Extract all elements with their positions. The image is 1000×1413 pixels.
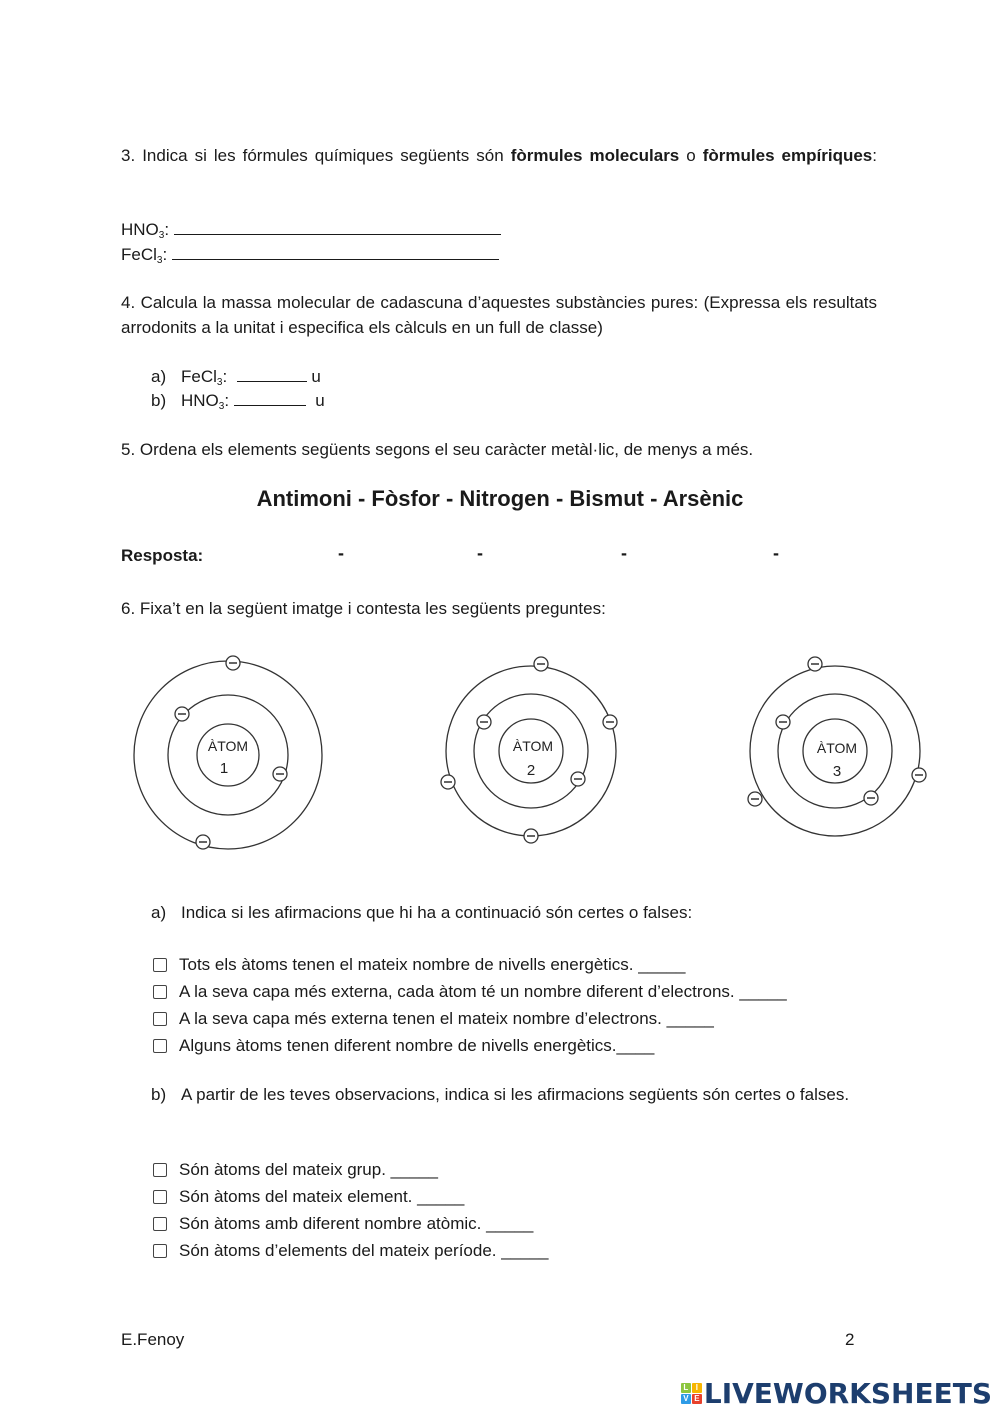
electron-icon [273,767,287,781]
checkbox[interactable] [153,1244,167,1258]
formula: FeCl [121,245,157,264]
formula: FeCl [181,367,217,386]
q4-item-b [151,388,325,413]
statement-a-2 [153,978,787,1005]
unit: u [315,391,325,410]
nucleus-label: ÀTOM [207,738,249,754]
electron-icon [441,775,455,789]
subscript: 3 [158,230,165,241]
statement-text: A la seva capa més externa tenen el mateix nombre d’electrons. _____ [179,1009,714,1028]
statement-text: Són àtoms d’elements del mateix període. _____ [179,1241,549,1260]
outer-orbit [134,661,322,849]
question-6-prompt: 6. Fixa’t en la següent imatge i contesta les següents preguntes: [121,599,606,618]
checkbox[interactable] [153,1163,167,1177]
tile: I [692,1383,702,1393]
statement-text: Són àtoms del mateix element. _____ [179,1187,465,1206]
formula: HNO [181,391,219,410]
formula: HNO [121,220,159,239]
electron-icon [196,835,210,849]
tile: V [681,1394,691,1404]
statement-text: Tots els àtoms tenen el mateix nombre de nivells energètics. _____ [179,955,686,974]
nucleus-label: ÀTOM [816,740,858,756]
colon: : [224,391,230,410]
checkbox[interactable] [153,985,167,999]
checkbox[interactable] [153,1190,167,1204]
electron-icon [175,707,189,721]
statement-text: A la seva capa més externa, cada àtom té un nombre diferent d’electrons. _____ [179,982,787,1001]
electron-icon [571,772,585,786]
checkbox[interactable] [153,1039,167,1053]
colon: : [222,367,228,386]
atom-number: 2 [526,762,536,779]
electron-icon [226,656,240,670]
atom-1-diagram [130,655,330,855]
colon: : [164,220,170,239]
logo-text: LIVEWORKSHEETS [703,1377,992,1410]
electron-icon [748,792,762,806]
subscript: 3 [218,401,225,412]
statement-b-4 [153,1237,549,1264]
answer-blank-hno3[interactable] [174,218,501,235]
footer-author: E.Fenoy [121,1330,185,1349]
answer-separator-3: - [621,543,627,563]
q3-item-hno3 [121,217,501,242]
answer-separator-4: - [773,543,779,563]
q3-colon: : [872,146,877,165]
question-3-prompt [121,143,877,168]
atom-number: 3 [832,763,842,780]
page-number: 2 [845,1330,855,1349]
q3-item-fecl3 [121,242,499,267]
electron-icon [534,657,548,671]
statement-text: Alguns àtoms tenen diferent nombre de nivells energètics.____ [179,1036,655,1055]
checkbox[interactable] [153,1012,167,1026]
checkbox[interactable] [153,1217,167,1231]
part-b-prompt [151,1082,878,1107]
tile: L [681,1383,691,1393]
q4-item-a [151,364,321,389]
logo-tiles-icon [681,1383,702,1404]
statement-a-1 [153,951,686,978]
list-label: b) [151,1085,167,1104]
list-label: a) [151,367,167,386]
statement-a-4 [153,1032,654,1059]
statement-b-2 [153,1183,464,1210]
subscript: 3 [156,255,163,266]
electron-icon [524,829,538,843]
list-label: b) [151,391,167,410]
q3-text: 3. Indica si les fórmules químiques següents són [121,146,511,165]
part-a-prompt [151,900,692,925]
nucleus-label: ÀTOM [512,738,554,754]
electron-icon [477,715,491,729]
answer-blank-fecl3[interactable] [172,243,499,260]
question-4-prompt: 4. Calcula la massa molecular de cadascuna d’aquestes substàncies pures: (Expressa els resultats arrodonits a la unitat i especifica els càlculs en un full de classe) [121,293,877,337]
answer-separator-1: - [338,543,344,563]
colon: : [162,245,168,264]
atom-3-diagram [740,655,935,850]
answer-blank-fecl3-mass[interactable] [237,365,307,382]
statement-text: Són àtoms amb diferent nombre atòmic. _____ [179,1214,534,1233]
electron-icon [912,768,926,782]
question-5-prompt: 5. Ordena els elements següents segons el seu caràcter metàl·lic, de menys a més. [121,440,754,459]
electron-icon [864,791,878,805]
answer-label: Resposta: [121,546,204,565]
electron-icon [603,715,617,729]
electron-icon [808,657,822,671]
liveworksheets-logo [681,1377,992,1410]
atom-2-diagram [436,655,626,850]
q3-bold-empirical: fòrmules empíriques [702,146,873,165]
q3-bold-molecular: fòrmules moleculars [510,146,680,165]
statement-b-3 [153,1210,533,1237]
answer-separator-2: - [477,543,483,563]
elements-list: Antimoni - Fòsfor - Nitrogen - Bismut - Arsènic [256,486,744,511]
statement-b-1 [153,1156,438,1183]
list-label: a) [151,903,167,922]
answer-blank-hno3-mass[interactable] [234,389,306,406]
part-a-text: Indica si les afirmacions que hi ha a continuació són certes o falses: [181,903,693,922]
q3-or: o [679,146,703,165]
checkbox[interactable] [153,958,167,972]
statement-a-3 [153,1005,714,1032]
unit: u [311,367,321,386]
statement-text: Són àtoms del mateix grup. _____ [179,1160,438,1179]
tile: E [692,1394,702,1404]
electron-icon [776,715,790,729]
part-b-text: A partir de les teves observacions, indica si les afirmacions següents són certes o falses. [181,1085,850,1104]
subscript: 3 [216,377,223,388]
atom-number: 1 [219,760,229,777]
